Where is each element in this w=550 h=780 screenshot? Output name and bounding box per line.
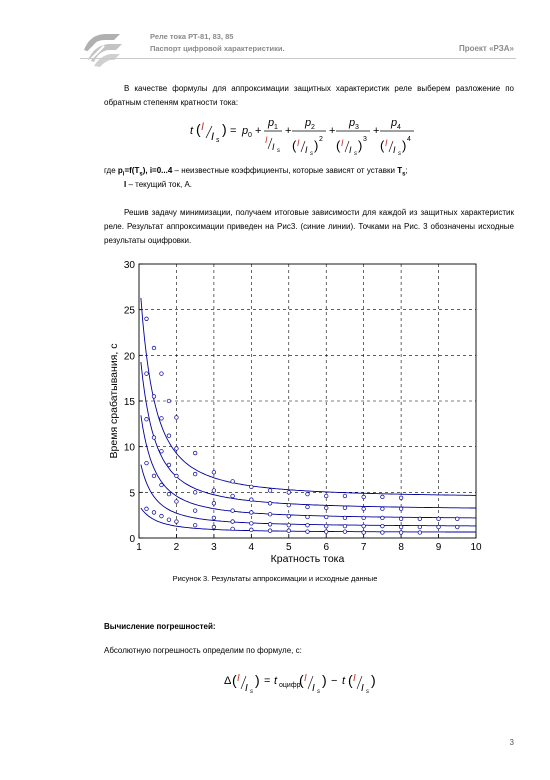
data-point: [160, 514, 164, 518]
data-point: [145, 417, 149, 421]
data-point: [193, 491, 197, 495]
svg-text:2: 2: [319, 136, 323, 143]
results-paragraph: Решив задачу минимизации, получаем итоговые зависимости для каждой из защитных характеристик реле. Результат аппроксимации приведен на Рис3. (синие линии). Точками на Рис. 3 обозначены исходные результаты оцифровки.: [104, 208, 514, 245]
data-point: [399, 496, 403, 500]
data-point: [160, 483, 164, 487]
data-point: [268, 512, 272, 516]
svg-text:I: I: [393, 145, 396, 155]
data-point: [399, 517, 403, 521]
svg-text:t: t: [342, 675, 346, 687]
data-point: [250, 498, 254, 502]
header-project: Проект «РЗА»: [458, 44, 514, 53]
data-point: [381, 524, 385, 528]
fit-curve-1: [141, 298, 476, 496]
data-point: [418, 531, 422, 535]
data-point: [287, 523, 291, 527]
x-axis-label: Кратность тока: [270, 553, 345, 565]
data-point: [152, 474, 156, 478]
data-point: [175, 416, 179, 420]
svg-text:s: s: [250, 689, 253, 695]
header-subtitle: Паспорт цифровой характеристики.: [150, 44, 285, 53]
data-point: [343, 524, 347, 528]
data-point: [343, 506, 347, 510]
data-point: [455, 525, 459, 529]
intro-paragraph: В качестве формулы для аппроксимации защитных характеристик реле выберем разложение по обратным степеням кратности тока:: [104, 84, 514, 107]
svg-text:I: I: [211, 131, 215, 143]
data-point: [231, 480, 235, 484]
data-point: [167, 492, 171, 496]
y-tick-label: 0: [129, 534, 135, 545]
svg-text:): ): [314, 138, 319, 153]
error-formula: [222, 664, 382, 698]
svg-text:p: p: [391, 117, 398, 129]
x-tick-label: 7: [360, 542, 367, 553]
data-point: [231, 527, 235, 531]
data-point: [287, 529, 291, 533]
svg-text:3: 3: [363, 136, 367, 143]
svg-text:(: (: [299, 672, 304, 688]
data-point: [362, 531, 366, 535]
data-point: [212, 489, 216, 493]
data-point: [381, 531, 385, 535]
y-tick-label: 15: [123, 397, 135, 408]
svg-text:t: t: [274, 675, 278, 687]
svg-text:I: I: [385, 138, 388, 148]
data-point: [193, 523, 197, 527]
data-point: [437, 525, 441, 529]
data-point: [324, 524, 328, 528]
data-point: [306, 492, 310, 496]
svg-text:+: +: [373, 125, 380, 137]
svg-text:I: I: [237, 673, 240, 684]
svg-text:p: p: [305, 117, 312, 129]
svg-text:): ): [222, 121, 227, 137]
data-point: [145, 507, 149, 511]
data-point: [324, 515, 328, 519]
svg-text:p: p: [242, 125, 249, 137]
data-point: [306, 505, 310, 509]
data-point: [175, 474, 179, 478]
data-point: [362, 516, 366, 520]
svg-text:s: s: [398, 151, 401, 157]
svg-text:(: (: [292, 138, 297, 153]
svg-text:): ): [255, 672, 260, 688]
svg-text:p: p: [268, 117, 275, 129]
svg-text:): ): [402, 138, 407, 153]
data-point: [152, 511, 156, 515]
svg-text:(: (: [232, 672, 237, 688]
data-point: [381, 507, 385, 511]
data-point: [167, 434, 171, 438]
data-point: [152, 346, 156, 350]
data-point: [324, 506, 328, 510]
svg-text:I: I: [341, 138, 344, 148]
where-line-2: I – текущий ток, А.: [124, 180, 193, 189]
data-point: [306, 523, 310, 527]
data-point: [268, 501, 272, 505]
data-point: [287, 503, 291, 507]
data-point: [250, 522, 254, 526]
data-point: [268, 523, 272, 527]
data-point: [287, 514, 291, 518]
data-point: [250, 511, 254, 515]
y-tick-label: 30: [123, 260, 135, 271]
abs-error-text: Абсолютную погрешность определим по формуле, с:: [104, 646, 302, 655]
svg-text:s: s: [277, 148, 280, 154]
data-point: [145, 317, 149, 321]
data-point: [193, 509, 197, 513]
svg-text:+: +: [255, 125, 262, 137]
data-point: [343, 530, 347, 534]
svg-text:=: =: [264, 675, 271, 687]
svg-text:I: I: [312, 683, 315, 694]
data-point: [175, 500, 179, 504]
y-tick-label: 10: [123, 442, 135, 454]
data-point: [287, 491, 291, 495]
svg-text:оцифр.: оцифр.: [279, 682, 303, 689]
approximation-formula: [186, 112, 416, 158]
figure-caption: Рисунок 3. Результаты аппроксимации и исходные данные: [172, 574, 378, 583]
data-point: [212, 516, 216, 520]
data-point: [437, 517, 441, 521]
data-point: [212, 501, 216, 505]
svg-text:I: I: [245, 683, 248, 694]
figure-3-chart: [100, 252, 500, 572]
svg-text:): ): [371, 672, 376, 688]
svg-text:I: I: [353, 673, 356, 684]
svg-text:(: (: [336, 138, 341, 153]
svg-text:(: (: [348, 672, 353, 688]
data-point: [362, 507, 366, 511]
data-point: [455, 517, 459, 521]
svg-text:Δ: Δ: [224, 675, 232, 687]
y-tick-label: 5: [129, 488, 135, 500]
svg-text:I: I: [305, 145, 308, 155]
svg-text:1: 1: [274, 124, 278, 131]
data-point: [193, 451, 197, 455]
data-point: [145, 372, 149, 376]
x-tick-label: 8: [398, 542, 404, 553]
data-point: [268, 529, 272, 533]
data-point: [418, 525, 422, 529]
data-point: [160, 417, 164, 421]
data-point: [167, 399, 171, 403]
x-tick-label: 9: [435, 542, 442, 553]
x-tick-label: 10: [470, 542, 482, 553]
x-tick-label: 1: [136, 542, 142, 553]
data-point: [250, 485, 254, 489]
fit-curve-2: [141, 362, 476, 508]
svg-text:p: p: [349, 117, 356, 129]
data-point: [324, 530, 328, 534]
section-title: Вычисление погрешностей:: [104, 622, 216, 631]
x-tick-label: 3: [211, 542, 217, 553]
x-tick-label: 6: [323, 542, 330, 553]
data-point: [362, 524, 366, 528]
data-point: [306, 530, 310, 534]
data-point: [381, 516, 385, 520]
svg-text:(: (: [380, 138, 385, 153]
data-point: [418, 517, 422, 521]
y-tick-label: 25: [123, 305, 135, 317]
data-point: [152, 436, 156, 440]
svg-text:I: I: [201, 121, 205, 133]
svg-text:I: I: [272, 142, 275, 152]
data-point: [231, 509, 235, 513]
svg-text:I: I: [297, 138, 300, 148]
data-point: [212, 470, 216, 474]
data-point: [145, 461, 149, 465]
data-point: [175, 447, 179, 451]
data-point: [250, 528, 254, 532]
data-point: [381, 495, 385, 499]
data-point: [160, 449, 164, 453]
svg-text:s: s: [354, 151, 357, 157]
data-point: [193, 472, 197, 476]
svg-text:): ): [322, 672, 327, 688]
data-point: [167, 463, 171, 467]
data-point: [231, 520, 235, 524]
x-tick-label: 5: [285, 542, 292, 553]
page-number: 3: [509, 738, 514, 747]
data-point: [399, 525, 403, 529]
y-axis-label: Время срабатывания, с: [108, 343, 120, 459]
svg-text:I: I: [361, 683, 364, 694]
svg-text:=: =: [230, 125, 237, 137]
svg-text:): ): [358, 138, 363, 153]
svg-text:4: 4: [407, 136, 411, 143]
x-tick-label: 2: [173, 542, 180, 553]
svg-text:s: s: [216, 137, 220, 144]
svg-text:I: I: [349, 145, 352, 155]
svg-text:s: s: [317, 689, 320, 695]
company-logo-icon: [80, 30, 124, 68]
data-point: [306, 515, 310, 519]
svg-text:−: −: [331, 675, 338, 687]
svg-text:I: I: [265, 135, 268, 145]
data-point: [399, 507, 403, 511]
data-point: [362, 495, 366, 499]
svg-text:+: +: [285, 125, 292, 137]
data-point: [399, 531, 403, 535]
svg-text:+: +: [329, 125, 336, 137]
data-point: [324, 494, 328, 498]
formula-t: t: [190, 125, 194, 137]
data-point: [167, 518, 171, 522]
where-line-1: где $p_i=f(T_s)$, i=0...4 – неизвестные коэффициенты, которые зависят от уставки $T_s$;: [104, 166, 408, 178]
fit-curve-5: [141, 508, 476, 532]
header-title: Реле тока РТ-81, 83, 85: [150, 32, 234, 41]
data-point: [160, 372, 164, 376]
svg-text:4: 4: [397, 124, 401, 131]
data-point: [231, 494, 235, 498]
svg-text:s: s: [310, 151, 313, 157]
svg-text:I: I: [304, 673, 307, 684]
svg-text:3: 3: [355, 124, 359, 131]
y-tick-label: 20: [123, 351, 135, 363]
data-point: [212, 525, 216, 529]
data-point: [343, 516, 347, 520]
data-point: [343, 494, 347, 498]
x-tick-label: 4: [248, 542, 255, 553]
svg-text:(: (: [196, 121, 201, 137]
svg-text:2: 2: [311, 124, 315, 131]
data-point: [268, 489, 272, 493]
data-point: [175, 520, 179, 524]
header-divider: [80, 58, 516, 59]
svg-text:s: s: [366, 689, 369, 695]
data-point: [152, 395, 156, 399]
svg-text:0: 0: [248, 132, 252, 139]
